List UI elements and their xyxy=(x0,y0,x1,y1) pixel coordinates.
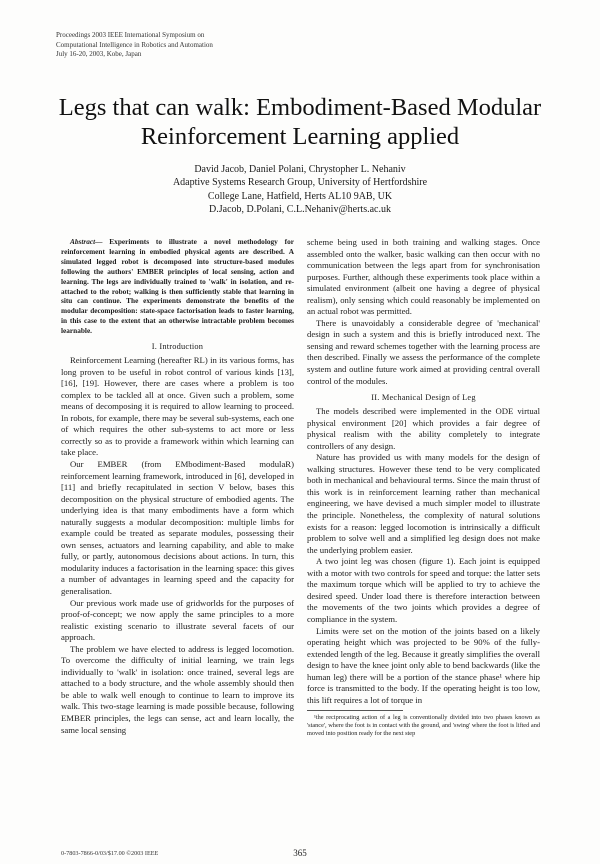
proceedings-line: Computational Intelligence in Robotics and Automation xyxy=(56,40,213,49)
author-names: David Jacob, Daniel Polani, Chrystopher L. Nehaniv xyxy=(194,164,406,175)
page-number: 365 xyxy=(293,848,307,858)
title-line: Legs that can walk: Embodiment-Based Modular xyxy=(58,94,542,121)
paragraph: Reinforcement Learning (hereafter RL) in its various forms, has long proven to be useful in robot control of various kinds [13], [16], [19]. However, there are cases where a problem is too complex to be tackled all at once. Given such a problem, some means of decomposing it is required to allow learning to proceed. In robots, for example, there may be several sub-systems, each one of which requires the other sub-systems to act more or less correctly so as to provide a framework within which learning can take place. xyxy=(61,355,294,458)
title-line: Reinforcement Learning applied xyxy=(140,123,460,150)
paper-title xyxy=(0,93,600,151)
proceedings-line: July 16-20, 2003, Kobe, Japan xyxy=(56,50,142,58)
abstract-label: Abstract xyxy=(70,237,96,246)
paragraph: Limits were set on the motion of the joints based on a likely operating height which was projected to be 90% of the fully-extended length of the leg. Because it greatly simplifies the overall design to have the knee joint only able to bend backwards (like the human leg) there will be a portion of the stance phase¹ where hip force is transmitted to the body. If the operating height is too low, this lift requires a lot of torque in xyxy=(307,625,540,705)
paragraph: Our previous work made use of gridworlds for the purposes of proof-of-concept; we now apply the same principles to a more realistic existing scenario to illustrate several facets of our approach. xyxy=(61,597,294,643)
right-column xyxy=(307,237,540,738)
paragraph: A two joint leg was chosen (figure 1). Each joint is equipped with a motor with two controls for speed and torque: the latter sets the maximum torque which will be applied to try to achieve the desired speed. Under load there is therefore interaction between the movements of the two joints which provides a degree of compliance in the system. xyxy=(307,556,540,624)
left-column xyxy=(61,237,294,736)
paragraph: The problem we have elected to address is legged locomotion. To overcome the difficulty of initial learning, we train legs individually to 'walk' in isolation: once trained, several legs are attached to a body structure, and the whole assembly should then be able to walk well enough to continue to learn to improve its walk. This two-stage learning is made possible because, following EMBER principles, the legs can sense, act and learn locally, the same local sensing xyxy=(61,643,294,735)
paragraph: scheme being used in both training and walking stages. Once assembled onto the walker, basic walking can then occur with no communication between the legs apart from for synchronisation purposes. Further, although these experiments took place within a simulated environment (albeit one having a degree of physical realism), only sensing which could reasonably be implemented on an actual robot was permitted. xyxy=(307,237,540,317)
paragraph: Our EMBER (from EMbodiment-Based modulaR) reinforcement learning framework, introduced in [6], developed in [11] and briefly recapitulated in section V below, bases this decomposition on the physical structure of embodied agents. The underlying idea is that many embodiments have a form which naturally suggests a modular decomposition: multiple limbs for example could be treated as separate modules, possessing their own senses, actuators and learning capability, and able to make fully, or partly, autonomous decisions about actions. In turn, this modularity induces a factorisation in the learning space: this gives a number of advantages in learning speed and the capacity for generalisation. xyxy=(61,458,294,596)
copyright-notice: 0-7803-7866-0/03/$17.00 ©2003 IEEE xyxy=(61,850,159,857)
author-affiliation: Adaptive Systems Research Group, University of Hertfordshire xyxy=(172,177,428,189)
paragraph: Nature has provided us with many models for the design of walking structures. However these tend to be very complicated both in mechanical and behavioural terms. Since the main thrust of this work is in reinforcement learning rather than mechanical engineering, we have devised a much simpler model to illustrate the principle. Nonetheless, the complexity of natural solutions exists for a reason: legged locomotion is intrinsically a difficult problem to solve well and a simplified leg design does not make the underlying problem easier. xyxy=(307,452,540,555)
proceedings-line: Proceedings 2003 IEEE International Symposium on xyxy=(56,31,205,39)
proceedings-header xyxy=(56,31,213,60)
footnote: ¹the reciprocating action of a leg is conventionally divided into two phases known as 'stance', where the foot is in contact with the ground, and 'swing' where the foot is lifted and moved into position ready for the next step xyxy=(307,714,540,738)
abstract-text: — Experiments to illustrate a novel methodology for reinforcement learning in embodied physical agents are described. A simulated legged robot is decomposed into structure-based modules following the authors' EMBER principles of local sensing, action and learning. The legs are individually trained to 'walk' in isolation, and re-attached to the robot; walking is then sufficiently stable that learning in situ can continue. The experiments demonstrate the benefits of the modular decomposition: state-space factorisation leads to faster learning, in this case to the extent that an otherwise intractable problem becomes learnable. xyxy=(61,237,294,336)
paragraph: The models described were implemented in the ODE virtual physical environment [20] which provides a fair degree of physical realism with the ability completely to integrate controllers of any design. xyxy=(307,406,540,451)
author-block xyxy=(0,163,600,217)
section-heading-mechanical-design: II. Mechanical Design of Leg xyxy=(371,393,476,403)
section-heading-introduction: I. Introduction xyxy=(151,342,204,352)
author-address: College Lane, Hatfield, Herts AL10 9AB, UK xyxy=(207,190,393,202)
paragraph: There is unavoidably a considerable degree of 'mechanical' design in such a system and this is briefly introduced next. The sensing and reward schemes together with the learning process are then described. Finally we assess the performance of the complete system and outline future work aimed at providing central overall control of the modules. xyxy=(307,317,540,386)
abstract xyxy=(61,237,294,336)
author-email: D.Jacob, D.Polani, C.L.Nehaniv@herts.ac.uk xyxy=(209,204,391,216)
